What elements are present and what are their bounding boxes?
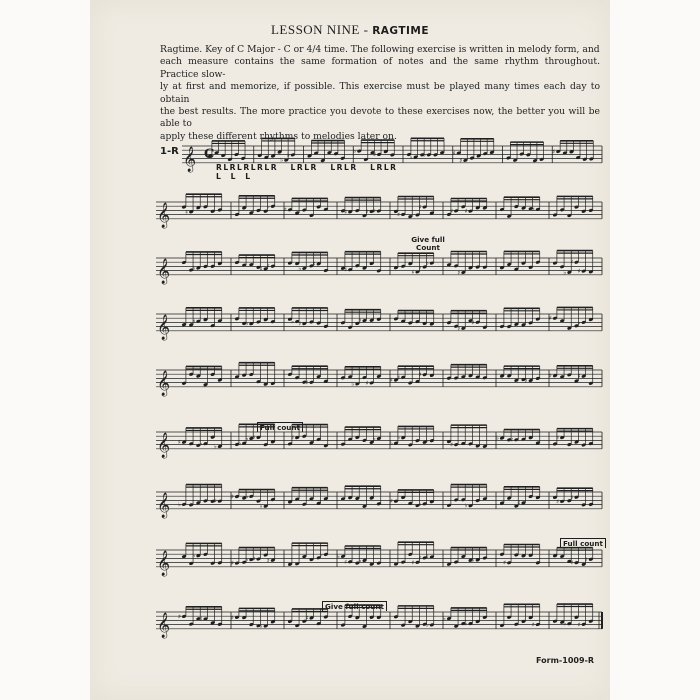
accidental-icon: ♯ [577, 268, 581, 276]
annotation-give-full-count-2: Give full count [322, 601, 387, 611]
accidental-icon: ♭ [471, 556, 475, 564]
sheet-music-page [90, 0, 610, 700]
accidental-icon: ♯ [344, 266, 348, 274]
accidental-icon: ♯ [503, 559, 507, 567]
accidental-icon: ♯ [397, 211, 401, 219]
accidental-icon: ♭ [418, 500, 422, 508]
accidental-icon: ♯ [266, 263, 270, 271]
exercise-label: 1-R [160, 146, 179, 157]
accidental-icon: ♭ [409, 153, 413, 161]
accidental-icon: ♯ [373, 151, 377, 159]
accidental-icon: ♯ [259, 265, 263, 273]
accidental-icon: ♯ [252, 556, 256, 564]
accidental-icon: ♯ [570, 259, 574, 267]
annotation-give-full-count: Give full Count [411, 235, 445, 252]
accidental-icon: ♯ [517, 499, 521, 507]
accidental-icon: ♭ [443, 615, 446, 623]
accidental-icon: ♭ [238, 440, 242, 448]
accidental-icon: ♯ [305, 614, 309, 622]
intro-line: apply these different rhythms to melodies later on. [160, 130, 397, 142]
intro-line: Ragtime. Key of C Major - C or 4/4 time. The following exercise is written in melody form, and [160, 44, 600, 55]
accidental-icon: ♯ [577, 373, 581, 381]
accidental-icon: ♯ [291, 434, 295, 442]
treble-clef-icon: 𝄞 [157, 314, 171, 340]
accidental-icon: ♭ [577, 319, 581, 327]
sticking-pattern [216, 163, 398, 181]
accidental-icon: ♭ [245, 556, 249, 564]
accidental-icon: ♯ [192, 318, 196, 326]
accidental-icon: ♯ [556, 434, 560, 442]
annotation-full-count: Full count [257, 422, 303, 432]
music-staves [90, 0, 610, 700]
accidental-icon: ♯ [344, 558, 348, 566]
accidental-icon: ♯ [231, 560, 234, 568]
treble-clef-icon: 𝄞 [157, 202, 171, 228]
accidental-icon: ♭ [291, 318, 295, 326]
accidental-icon: ♯ [266, 557, 270, 565]
accidental-icon: ♭ [337, 553, 340, 561]
lesson-title: LESSON NINE - [270, 22, 369, 37]
accidental-icon: ♯ [452, 150, 456, 158]
accidental-icon: ♯ [418, 371, 422, 379]
accidental-icon: ♭ [464, 502, 468, 510]
accidental-icon: ♭ [245, 493, 249, 501]
treble-clef-icon: 𝄞 [157, 258, 171, 284]
accidental-icon: ♯ [552, 148, 556, 156]
treble-clef-icon: 𝄞 [183, 146, 197, 172]
accidental-icon: ♭ [280, 157, 284, 165]
treble-clef-icon: 𝄞 [157, 370, 171, 396]
accidental-icon: ♯ [556, 498, 560, 506]
accidental-icon: ♯ [344, 208, 348, 216]
accidental-icon: ♯ [457, 269, 461, 277]
accidental-icon: ♯ [312, 260, 316, 268]
accidental-icon: ♭ [425, 260, 429, 268]
accidental-icon: ♯ [418, 203, 422, 211]
accidental-icon: ♭ [464, 620, 468, 628]
accidental-icon: ♯ [178, 439, 181, 447]
accidental-icon: ♯ [450, 441, 454, 449]
accidental-icon: ♯ [457, 325, 461, 333]
treble-clef-icon: 𝄞 [157, 492, 171, 518]
accidental-icon: ♭ [390, 440, 393, 448]
accidental-icon: ♭ [353, 148, 357, 156]
annotation-full-count-2: Full count [560, 538, 606, 548]
accidental-icon: ♯ [397, 374, 401, 382]
treble-clef-icon: 𝄞 [157, 550, 171, 576]
accidental-icon: ♭ [422, 151, 426, 159]
treble-clef-icon: 𝄞 [157, 432, 171, 458]
accidental-icon: ♯ [471, 319, 475, 327]
accidental-icon: ♭ [192, 265, 196, 273]
accidental-icon: ♭ [358, 557, 362, 565]
accidental-icon: ♯ [570, 559, 574, 567]
accidental-icon: ♭ [266, 203, 270, 211]
accidental-icon: ♭ [351, 380, 355, 388]
accidental-icon: ♭ [245, 435, 249, 443]
accidental-icon: ♭ [319, 551, 323, 559]
accidental-icon: ♭ [178, 501, 181, 509]
accidental-icon: ♯ [418, 554, 422, 562]
accidental-icon: ♭ [496, 435, 499, 443]
accidental-icon: ♭ [563, 620, 567, 628]
right-margin [610, 0, 700, 700]
accidental-icon: ♯ [199, 615, 203, 623]
sticking-line-1: RLRLRLRLR LRLR LRLR LRLR [216, 163, 398, 172]
accidental-icon: ♯ [358, 317, 362, 325]
accidental-icon: ♯ [411, 559, 415, 567]
accidental-icon: ♯ [425, 553, 429, 561]
intro-line: ly at first and memorize, if possible. This exercise must be played many times each day to obtain [160, 81, 600, 105]
accidental-icon: ♯ [372, 208, 376, 216]
accidental-icon: ♯ [390, 377, 393, 385]
accidental-icon: ♯ [584, 556, 588, 564]
accidental-icon: ♯ [459, 157, 463, 165]
accidental-icon: ♯ [365, 208, 369, 216]
accidental-icon: ♯ [252, 434, 256, 442]
accidental-icon: ♯ [298, 320, 302, 328]
common-time-icon: C [204, 147, 215, 162]
accidental-icon: ♭ [418, 263, 422, 271]
accidental-icon: ♭ [563, 269, 567, 277]
lesson-subtitle: RAGTIME [372, 25, 430, 37]
accidental-icon: ♭ [372, 435, 376, 443]
form-number: Form-1009-R [536, 656, 594, 665]
accidental-icon: ♭ [199, 440, 203, 448]
sticking-line-2: L L L [216, 172, 252, 181]
intro-line: the best results. The more practice you devote to these exercises now, the better you will be able to [160, 106, 600, 130]
accidental-icon: ♭ [397, 434, 401, 442]
accidental-icon: ♯ [411, 268, 415, 276]
accidental-icon: ♯ [464, 208, 468, 216]
accidental-icon: ♭ [425, 621, 429, 629]
accidental-icon: ♯ [231, 614, 234, 622]
accidental-icon: ♭ [425, 437, 429, 445]
accidental-icon: ♯ [510, 436, 514, 444]
accidental-icon: ♯ [531, 621, 535, 629]
staves-svg [90, 0, 610, 700]
accidental-icon: ♯ [524, 377, 528, 385]
accidental-icon: ♭ [286, 151, 290, 159]
treble-clef-icon: 𝄞 [157, 612, 171, 638]
accidental-icon: ♭ [213, 443, 217, 451]
accidental-icon: ♯ [531, 206, 535, 214]
accidental-icon: ♯ [231, 493, 234, 501]
accidental-icon: ♯ [178, 613, 181, 621]
accidental-icon: ♯ [390, 498, 393, 506]
left-margin [0, 0, 90, 700]
accidental-icon: ♯ [213, 498, 217, 506]
accidental-icon: ♭ [245, 320, 249, 328]
accidental-icon: ♯ [450, 207, 454, 215]
accidental-icon: ♭ [259, 623, 263, 631]
accidental-icon: ♯ [549, 372, 552, 380]
accidental-icon: ♭ [298, 265, 302, 273]
accidental-icon: ♯ [365, 379, 369, 387]
accidental-icon: ♭ [259, 503, 263, 511]
accidental-icon: ♯ [570, 494, 574, 502]
accidental-icon: ♯ [284, 206, 287, 214]
accidental-icon: ♯ [549, 315, 552, 323]
accidental-icon: ♯ [577, 621, 581, 629]
accidental-icon: ♯ [185, 208, 189, 216]
intro-line: each measure contains the same formation of notes and the same rhythm throughout. Practice slow- [160, 56, 600, 80]
accidental-icon: ♯ [305, 379, 309, 387]
accidental-icon: ♭ [192, 552, 196, 560]
